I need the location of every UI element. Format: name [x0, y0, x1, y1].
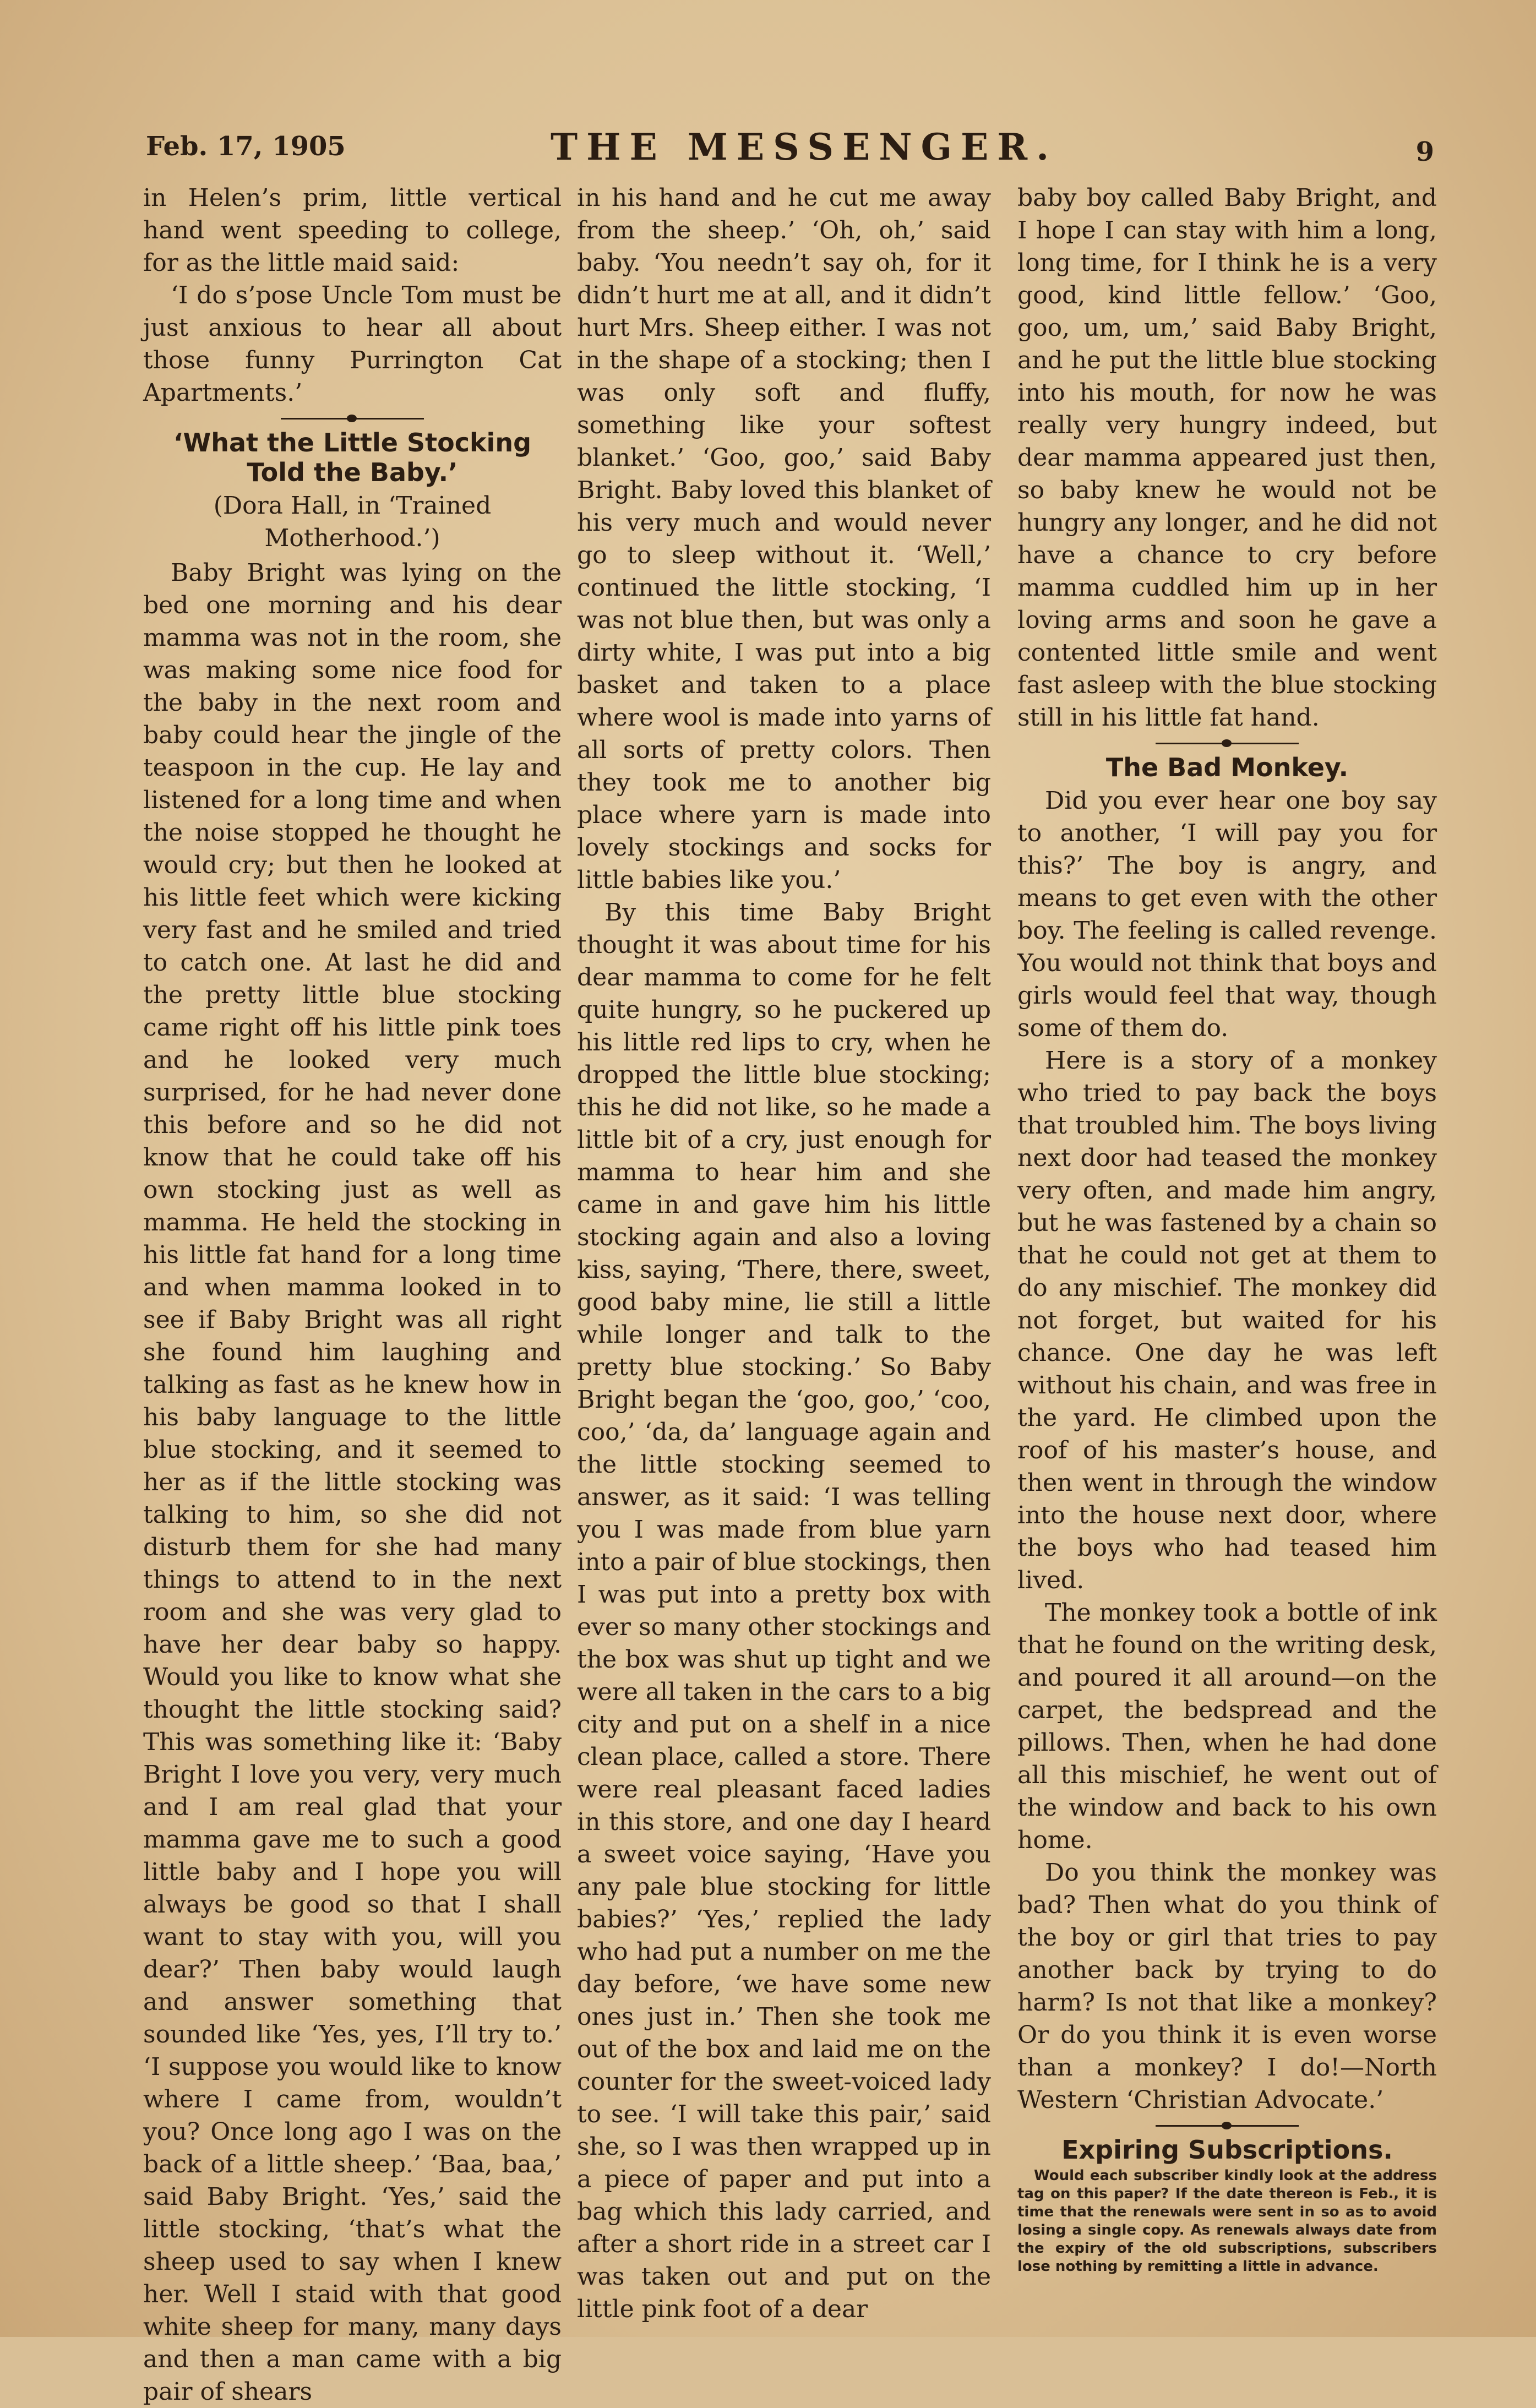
page-header — [146, 126, 1434, 170]
intro-paragraph: in Helen’s prim, little vertical hand went speeding to college, for as the little maid said: — [143, 184, 562, 277]
page-number: 9 — [1415, 137, 1434, 167]
story-paragraph: in his hand and he cut me away from the sheep.’ ‘Oh, oh,’ said baby. ‘You needn’t say oh, for it didn’t hurt me at all, and it didn’t hurt Mrs. Sheep either. I was not in the shape of a stocking; then I was only soft and fluffy, something like your softest blanket.’ ‘Goo, goo,’ said Baby Bright. Baby loved this blanket of his very much and would never go to sleep without it. ‘Well,’ continued the little stocking, ‘I was not blue then, but was only a dirty white, I was put into a big basket and taken to a place where wool is made into yarns of all sorts of pretty colors. Then they took me to another big place where yarn is made into lovely stockings and socks for little babies like you.’ — [577, 184, 991, 894]
story-title: ‘What the Little Stocking Told the Baby.’ — [173, 428, 532, 487]
section-divider — [1156, 2120, 1299, 2132]
uncle-tom-quote: ‘I do s’pose Uncle Tom must be just anxious to hear all about those funny Purrington Cat Apartments.’ — [143, 281, 562, 407]
story-credit: (Dora Hall, in ‘Trained Motherhood.’) — [213, 492, 492, 552]
column-1 — [143, 182, 562, 2406]
story-paragraph: baby boy called Baby Bright, and I hope I can stay with him a long, long time, for I think he is a very good, kind little fellow.’ ‘Goo, goo, um, um,’ said Baby Bright, and he put the little blue stocking into his mouth, for now he was really very hungry indeed, but dear mamma appeared just then, so baby knew he would not be hungry any longer, and he did not have a chance to cry before mamma cuddled him up in her loving arms and soon he gave a contented little smile and went fast asleep with the blue stocking still in his little fat hand. — [1017, 184, 1437, 732]
issue-date: Feb. 17, 1905 — [146, 131, 346, 162]
section-divider — [1156, 737, 1299, 749]
subscriptions-notice — [1017, 2167, 1437, 2276]
column-3 — [1017, 182, 1437, 2275]
story-paragraph: Baby Bright was lying on the bed one morning and his dear mamma was not in the room, she was making some nice food for the baby in the next room and baby could hear the jingle of the teaspoon in the cup. He lay and listened for a long time and when the noise stopped he thought he would cry; but then he looked at his little feet which were kicking very fast and he smiled and tried to catch one. At last he did and the pretty little blue stocking came right off his little pink toes and he looked very much surprised, for he had never done this before and so he did not know that he could take off his own stocking just as well as mamma. He held the stocking in his little fat hand for a long time and when mamma looked in to see if Baby Bright was all right she found him laughing and talking as fast as he knew how in his baby language to the little blue stocking, and it seemed to her as if the little stocking was talking to him, so she did not disturb them for she had many things to attend to in the next room and she was very glad to have her dear baby so happy. Would you like to know what she thought the little stocking said? This was something like it: ‘Baby Bright I love you very, very much and I am real glad that your mamma gave me to such a good little baby and I hope you will always be good so that I shall want to stay with you, will you dear?’ Then baby would laugh and answer something that sounded like ‘Yes, yes, I’ll try to.’ ‘I suppose you would like to know where I came from, wouldn’t you? Once long ago I was on the back of a little sheep.’ ‘Baa, baa,’ said Baby Bright. ‘Yes,’ said the little stocking, ‘that’s what the sheep used to say when I knew her. Well I staid with that good white sheep for many, many days and then a man came with a big pair of shears — [143, 559, 562, 2406]
section-divider — [281, 412, 424, 424]
column-2 — [577, 182, 991, 2323]
monkey-paragraph: Did you ever hear one boy say to another, ‘I will pay you for this?’ The boy is angry, and means to get even with the other boy. The feeling is called revenge. You would not think that boys and girls would feel that way, though some of them do. — [1017, 787, 1437, 1042]
monkey-paragraph: Do you think the monkey was bad? Then what do you think of the boy or girl that tries to pay another back by trying to do harm? Is not that like a monkey? Or do you think it is even worse than a monkey? I do!—North Western ‘Christian Advocate.’ — [1017, 1859, 1437, 2114]
monkey-paragraph: The monkey took a bottle of ink that he found on the writing desk, and poured it all around—on the carpet, the bedspread and the pillows. Then, when he had done all this mischief, he went out of the window and back to his own home. — [1017, 1599, 1437, 1854]
subscriptions-text: Would each subscriber kindly look at the address tag on this paper? If the date thereon is Feb., it is time that the renewals were sent in so as to avoid losing a single copy. As renewals always date from the expiry of the old subscriptions, subscribers lose nothing by remitting a little in advance. — [1017, 2167, 1437, 2275]
masthead-title: THE MESSENGER. — [551, 126, 1058, 168]
subscriptions-title: Expiring Subscriptions. — [1061, 2135, 1393, 2165]
monkey-paragraph: Here is a story of a monkey who tried to pay back the boys that troubled him. The boys living next door had teased the monkey very often, and made him angry, but he was fastened by a chain so that he could not get at them to do any mischief. The monkey did not forget, but waited for his chance. One day he was left without his chain, and was free in the yard. He climbed upon the roof of his master’s house, and then went in through the window into the house next door, where the boys who had teased him lived. — [1017, 1047, 1437, 1594]
story-paragraph: By this time Baby Bright thought it was about time for his dear mamma to come for he felt quite hungry, so he puckered up his little red lips to cry, when he dropped the little blue stocking; this he did not like, so he made a little bit of a cry, just enough for mamma to hear him and she came in and gave him his little stocking again and also a loving kiss, saying, ‘There, there, sweet, good baby mine, lie still a little while longer and talk to the pretty blue stocking.’ So Baby Bright began the ‘goo, goo,’ ‘coo, coo,’ ‘da, da’ language again and the little stocking seemed to answer, as it said: ‘I was telling you I was made from blue yarn into a pair of blue stockings, then I was put into a pretty box with ever so many other stockings and the box was shut up tight and we were all taken in the cars to a big city and put on a shelf in a nice clean place, called a store. There were real pleasant faced ladies in this store, and one day I heard a sweet voice saying, ‘Have you any pale blue stocking for little babies?’ ‘Yes,’ replied the lady who had put a number on me the day before, ‘we have some new ones just in.’ Then she took me out of the box and laid me on the counter for the sweet-voiced lady to see. ‘I will take this pair,’ said she, so I was then wrapped up in a piece of paper and put into a bag which this lady carried, and after a short ride in a street car I was taken out and put on the little pink foot of a dear — [577, 898, 991, 2323]
monkey-story-title: The Bad Monkey. — [1105, 753, 1349, 782]
